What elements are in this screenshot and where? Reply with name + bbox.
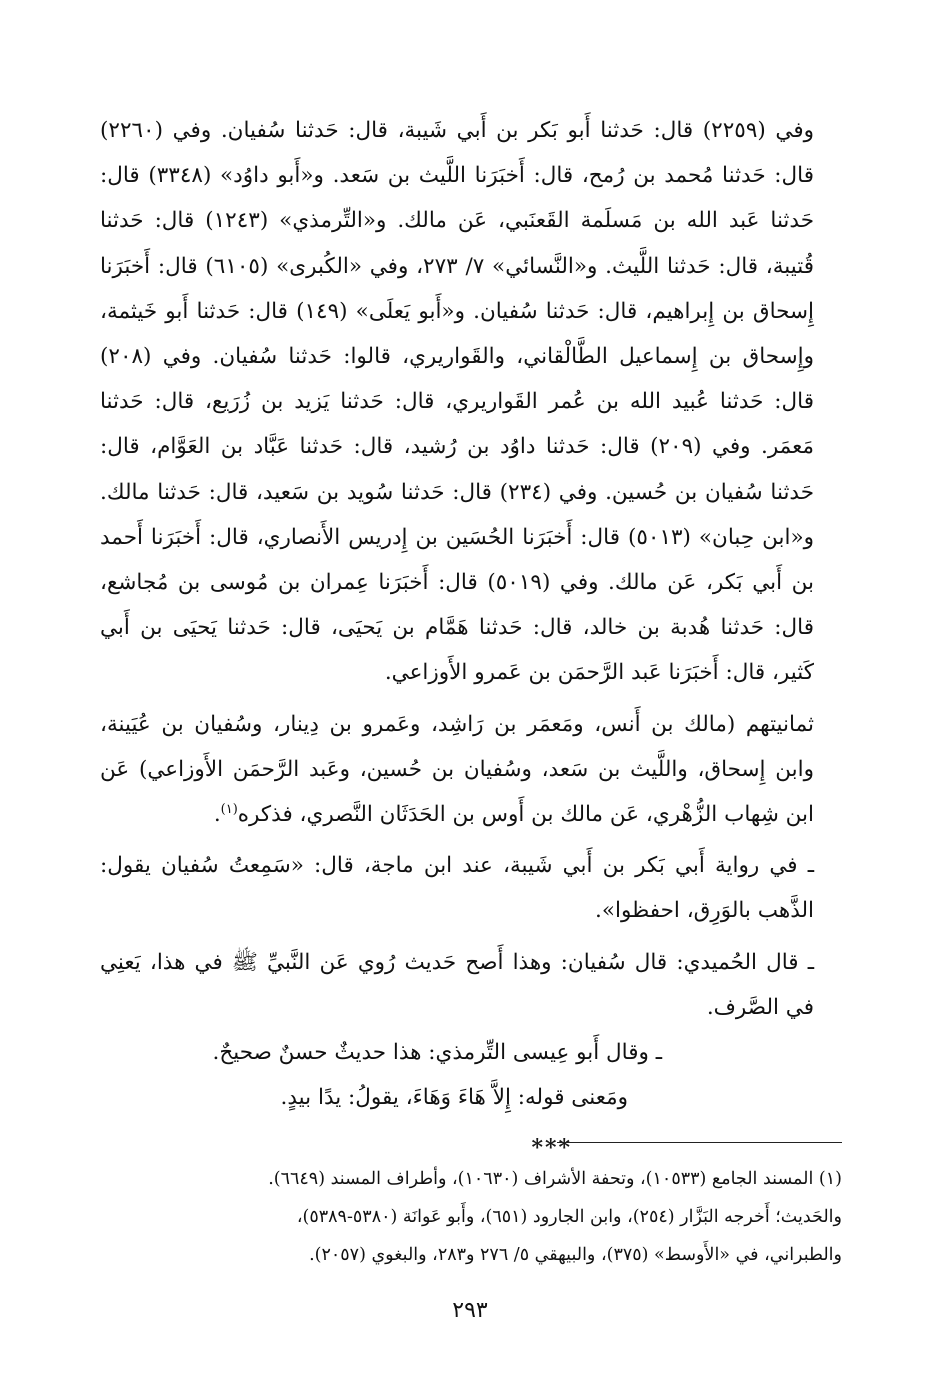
section-separator: *** (531, 1135, 572, 1162)
humaidi-note-paragraph: ـ قال الحُميدي: قال سُفيان: وهذا أَصح حَديث رُوي عَن النَّبيِّ ﷺ في هذا، يَعنِي في الصَّرف. (100, 949, 814, 1020)
hadith-chain-paragraph: وفي (٢٢٥٩) قال: حَدثنا أَبو بَكر بن أَبي شَيبة، قال: حَدثنا سُفيان. وفي (٢٢٦٠) قال: حَدثنا مُحمد بن رُمح، قال: أَخبَرَنا اللَّيث بن سَعد. و«أَبو داوُد» (٣٣٤٨) قال: حَدثنا عَبد الله بن مَسلَمة القَعنَبي، عَن مالك. و«التِّرمذي» (١٢٤٣) قال: حَدثنا قُتيبة، قال: حَدثنا اللَّيث. و«النَّسائي» ٧/ ٢٧٣، وفي «الكُبرى» (٦١٠٥) قال: أَخبَرَنا إِسحاق بن إِبراهيم، قال: حَدثنا سُفيان. و«أَبو يَعلَى» (١٤٩) قال: حَدثنا أَبو خَيثمة، وإِسحاق بن إِسماعيل الطَّالْقاني، والقَواريري، قالوا: حَدثنا سُفيان. وفي (٢٠٨) قال: حَدثنا عُبيد الله بن عُمر القَواريري، قال: حَدثنا يَزيد بن زُرَيع، قال: حَدثنا مَعمَر. وفي (٢٠٩) قال: حَدثنا داوُد بن رُشيد، قال: حَدثنا عَبَّاد بن العَوَّام، قال: حَدثنا سُفيان بن حُسين. وفي (٢٣٤) قال: حَدثنا سُويد بن سَعيد، قال: حَدثنا مالك. و«ابن حِبان» (٥٠١٣) قال: أَخبَرَنا الحُسَين بن إِدريس الأَنصاري، قال: أَخبَرَنا أَحمد بن أَبي بَكر، عَن مالك. وفي (٥٠١٩) قال: أَخبَرَنا عِمران بن مُوسى بن مُجاشع، قال: حَدثنا هُدبة بن خالد، قال: حَدثنا هَمَّام بن يَحيَى، قال: حَدثنا يَحيَى بن أَبي كَثير، قال: أَخبَرَنا عَبد الرَّحمَن بن عَمرو الأَوزاعي. (100, 118, 815, 686)
narrators-summary-tail: . (213, 802, 221, 828)
footnote-line: والحَديث؛ أَخرجه البَزَّار (٢٥٤)، وابن الجارود (٦٥١)، وأَبو عَوانَة (٥٣٨٠-٥٣٨٩)، (296, 1207, 842, 1227)
narrators-summary-text: ثمانيتهم (مالك بن أَنس، ومَعمَر بن رَاشِد، وعَمرو بن دِينار، وسُفيان بن عُيَينة، وابن إِسحاق، واللَّيث بن سَعد، وسُفيان بن حُسين، وعَبد الرَّحمَن الأَوزاعي) عَن ابن شِهاب الزُّهْري، عَن مالك بن أَوس بن الحَدَثَان النَّصري، فذكره (100, 711, 814, 828)
tirmidhi-grade-line: ـ وقال أَبو عِيسى التِّرمذي: هذا حديثٌ حسنٌ صحيحٌ. (212, 1040, 662, 1066)
ibn-majah-note-paragraph: ـ في رواية أَبي بَكر بن أَبي شَيبة، عند ابن ماجة، قال: «سَمِعتُ سُفيان يقول: الذَّهب بالوَرِق، احفظوا». (100, 853, 814, 924)
footnotes-block (100, 1160, 842, 1274)
main-text-block (100, 108, 842, 1170)
page-number: ٢٩٣ (452, 1298, 488, 1323)
footnote-divider (557, 1142, 842, 1143)
narrators-summary-paragraph (100, 702, 842, 838)
footnote-line: والطبراني، في «الأَوسط» (٣٧٥)، والبيهقي ٥/ ٢٧٦ و٢٨٣، والبغوي (٢٠٥٧). (309, 1245, 842, 1265)
meaning-line: ومَعنى قوله: إِلاَّ هَاءَ وَهَاءَ، يقولُ: يدًا بيدٍ. (280, 1085, 628, 1111)
footnote-reference: (١) (220, 801, 238, 817)
footnote-line: (١) المسند الجامع (١٠٥٣٣)، وتحفة الأشراف (١٠٦٣٠)، وأطراف المسند (٦٦٤٩). (268, 1169, 842, 1189)
